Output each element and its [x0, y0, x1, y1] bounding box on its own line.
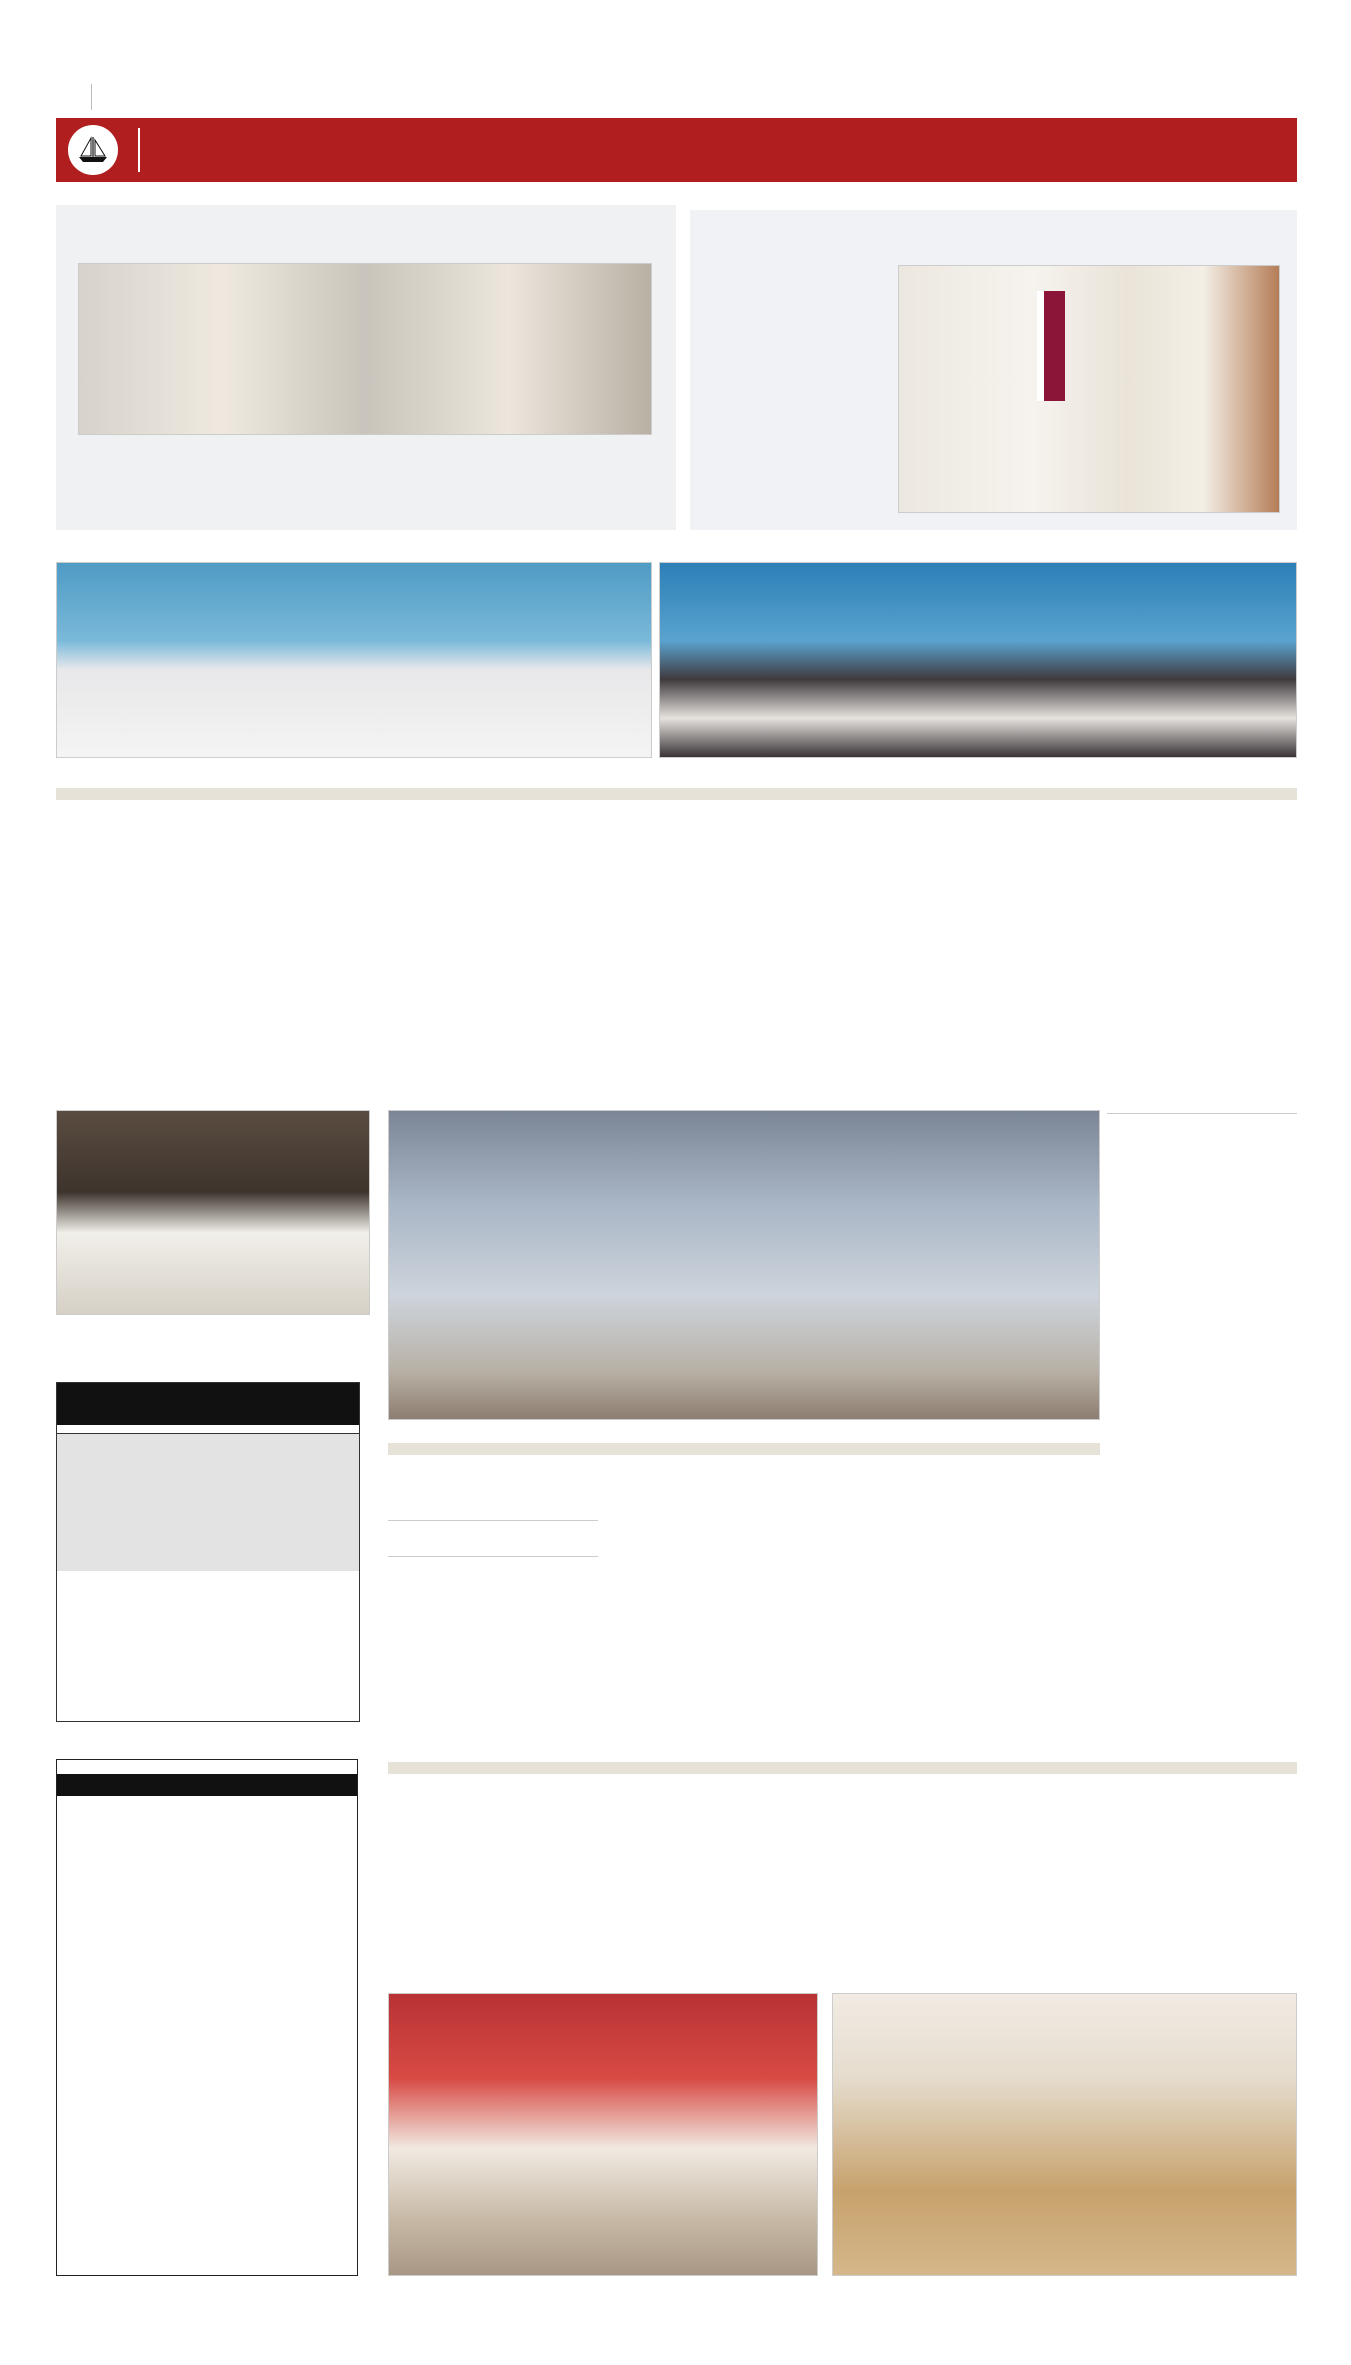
gcc-group-photo[interactable] — [388, 1110, 1100, 1420]
cra-body — [388, 1520, 1100, 1730]
shura-photo[interactable] — [898, 265, 1280, 513]
masthead-divider — [91, 84, 92, 110]
dhow-ship-icon — [68, 125, 118, 175]
fanar-photo-left[interactable] — [388, 1993, 818, 2276]
headline-rule — [388, 1443, 1100, 1455]
bvi-header — [57, 1760, 357, 1774]
bvi-bar-title — [57, 1774, 357, 1796]
tourism-photo-left[interactable] — [56, 562, 652, 758]
qatar-flag — [1037, 291, 1065, 401]
fanar-photo-right[interactable] — [832, 1993, 1297, 2276]
tourism-photo-right[interactable] — [659, 562, 1297, 758]
section-banner — [56, 118, 1297, 182]
public-notice-ad — [56, 1382, 360, 1722]
company-details — [57, 1434, 359, 1571]
khulaifi-story — [56, 205, 676, 530]
shura-story — [690, 210, 1297, 530]
section-divider — [138, 128, 140, 172]
liquidation-notice-ad — [56, 1759, 358, 2276]
fanar-body — [388, 1842, 1297, 1987]
public-notice-title — [57, 1383, 359, 1425]
public-notice-body — [57, 1425, 359, 1434]
tourism-body — [56, 872, 1297, 1102]
moph-rule — [1107, 1113, 1297, 1114]
headline-rule — [388, 1762, 1297, 1774]
cra-delegation-photo[interactable] — [56, 1110, 370, 1315]
moph-story — [1107, 1105, 1297, 1124]
bvi-body — [57, 1796, 357, 1899]
khulaifi-photo[interactable] — [78, 263, 652, 435]
headline-rule — [56, 788, 1297, 800]
